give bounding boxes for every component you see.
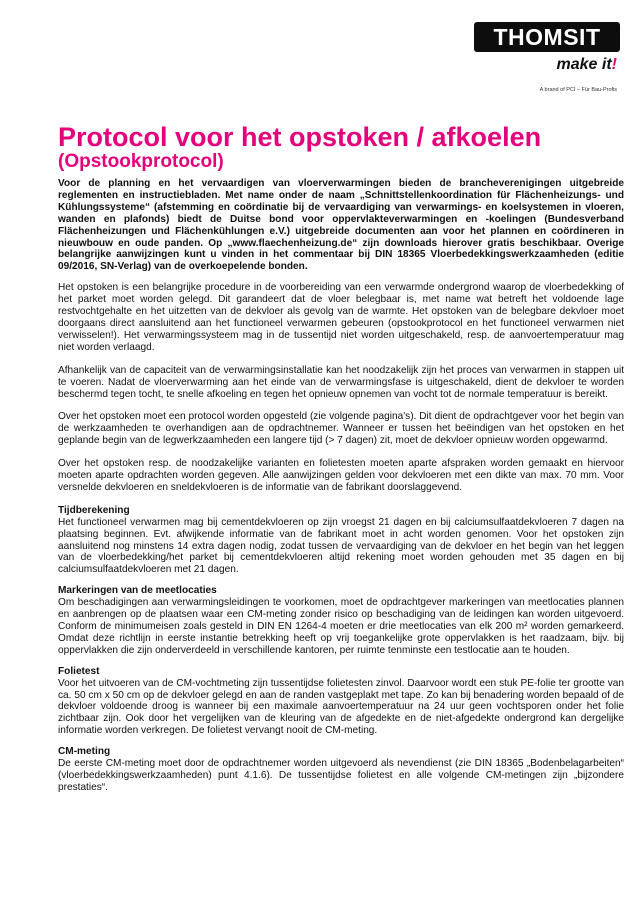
tagline	[557, 56, 617, 74]
document-body	[58, 178, 624, 803]
body-paragraph: Over het opstoken moet een protocol worden opgesteld (zie volgende pagina's). Dit dient de opdrachtgever voor het begin van de werkzaamheden te overhandigen aan de opdrachtnemer. Wanneer er tussen het beëindigen van het opstoken en het geplande begin van de legwerkzaamheden een langere tijd (> 7 dagen) zit, moet de dekvloer opnieuw worden opgewarmd.	[58, 411, 624, 447]
intro-paragraph: Voor de planning en het vervaardigen van vloerverwarmingen bieden de brancheverenigingen uitgebreide reglementen en instructiebladen. Met name onder de naam „Schnittstellenkoordination für Flächenheizungs- und Kühlungssysteme“ (afstemming en coördinatie bij de vervaardiging van verwarmings- en koelsystemen in vloeren, wanden en plafonds) biedt de Duitse bond voor oppervlakteverwarmingen en -koelingen (Bundesverband Flächenheizungen und Flächenkühlungen e.V.) uitgebreide documenten aan voor het plannen en coördineren in nieuwbouw en oude panden. Op „www.flaechenheizung.de“ zijn downloads hierover gratis beschikbaar. Overige belangrijke aanwijzingen kunt u vinden in het commentaar bij DIN 18365 Vloerbedekkingswerkzaamheden (editie 09/2016, SN-Verlag) van de overkoepelende bonden.	[58, 178, 624, 273]
tagline-text: make it	[556, 56, 612, 73]
section-heading-tijdberekening: Tijdberekening	[58, 504, 130, 516]
section-text-folietest: Voor het uitvoeren van de CM-vochtmeting zijn tussentijdse folietesten zinvol. Daarvoor wordt een stuk PE-folie ter grootte van ca. 50 cm x 50 cm op de dekvloer gelegd en aan de randen vastgeplakt met tape. Zo kan bij benadering worden bepaald of de dekvloer voldoende droog is wanneer bij een maximale aanvoertemperatuur na 24 uur geen vochtsporen onder het folie zichtbaar zijn. Ook door het vergelijken van de kleuring van de afgedekte en de niet-afgedekte ondergrond kan dergelijke informatie worden verkregen. De folietest vervangt nooit de CM-meting.	[58, 677, 624, 737]
tagline-mark: !	[611, 56, 617, 73]
page-title: Protocol voor het opstoken / afkoelen	[58, 122, 542, 152]
thomsit-logo: THOMSIT	[474, 22, 620, 52]
section-text-markeringen: Om beschadigingen aan verwarmingsleidingen te voorkomen, moet de opdrachtgever markeringen van meetlocaties plannen en aanbrengen op de plaatsen waar een CM-meting zonder risico op beschadiging van de leidingen kan worden uitgevoerd. Conform de minimumeisen zoals gesteld in DIN EN 1264-4 moeten er drie meetlocaties van elk 200 m² worden gemarkeerd. Omdat deze richtlijn in eerste instantie betrekking heeft op vrij toegankelijke grote oppervlakken is het raadzaam, bijv. bij oppervlakken die zijn onderverdeeld in verschillende kantoren, per ruimte tenminste een testlocatie aan te houden.	[58, 597, 624, 656]
section-text-tijdberekening: Het functioneel verwarmen mag bij cementdekvloeren op zijn vroegst 21 dagen en bij calciumsulfaatdekvloeren 7 dagen na plaatsing beginnen. Evt. afwijkende informatie van de fabrikant moet in acht worden genomen. Voor het opstoken zijn aansluitend nog minstens 14 extra dagen nodig, zodat tussen de vervaardiging van de dekvloer en het begin van het leggen van de vloerbedekking/het parket bij cementdekvloeren altijd rekening moet worden gehouden met 35 dagen en bij calciumsulfaatdekvloeren met 21 dagen.	[58, 516, 624, 576]
page-subtitle: (Opstookprotocol)	[58, 151, 224, 172]
body-paragraph: Het opstoken is een belangrijke procedure in de voorbereiding van een verwarmde ondergrond waarop de vloerbedekking of het parket moet worden gelegd. Dit garandeert dat de vloer belegbaar is, met name wat betreft het voldoende lage restvochtgehalte en het uitzetten van de dekvloer als gevolg van de warmte. Het opstoken van de belegbare dekvloer moet doorgaans direct aansluitend aan het functioneel verwarmen gebeuren (opstookprotocol en het functioneel verwarmen niet verwisselen!). Het verwarmingssysteem mag in de tussentijd niet worden uitgeschakeld, resp. de aanvoertemperatuur mag niet worden verlaagd.	[58, 282, 624, 353]
section-heading-markeringen: Markeringen van de meetlocaties	[58, 585, 217, 597]
section-text-cm-meting: De eerste CM-meting moet door de opdrachtnemer worden uitgevoerd als nevendienst (zie DIN 18365 „Bodenbelagarbeiten“ (vloerbedekkingswerkzaamheden) punt 4.1.6). De tussentijdse folietest en alle volgende CM-metingen zijn „bijzondere prestaties“.	[58, 758, 624, 793]
section-heading-cm-meting: CM-meting	[58, 746, 111, 758]
section-heading-folietest: Folietest	[58, 665, 100, 677]
body-paragraph: Over het opstoken resp. de noodzakelijke varianten en folietesten moeten aparte afspraken worden gemaakt en hiervoor moeten aparte opdrachten worden gegeven. Alle aanwijzingen gelden voor dekvloeren met een dikte van max. 70 mm. Voor versnelde dekvloeren en sneldekvloeren is de informatie van de fabrikant doorslaggevend.	[58, 458, 624, 493]
body-paragraph: Afhankelijk van de capaciteit van de verwarmingsinstallatie kan het noodzakelijk zijn het proces van verwarmen in stappen uit te voeren. Nadat de vloerverwarming aan het einde van de verwarmingsfase is uitgeschakeld, dient de dekvloer te worden beschermd tegen tocht, te snelle afkoeling en tegen het opnieuw opnemen van vocht tot de normale temperatuur is bereikt.	[58, 364, 624, 400]
brand-line: A brand of PCI – Für Bau-Profis	[539, 87, 617, 93]
